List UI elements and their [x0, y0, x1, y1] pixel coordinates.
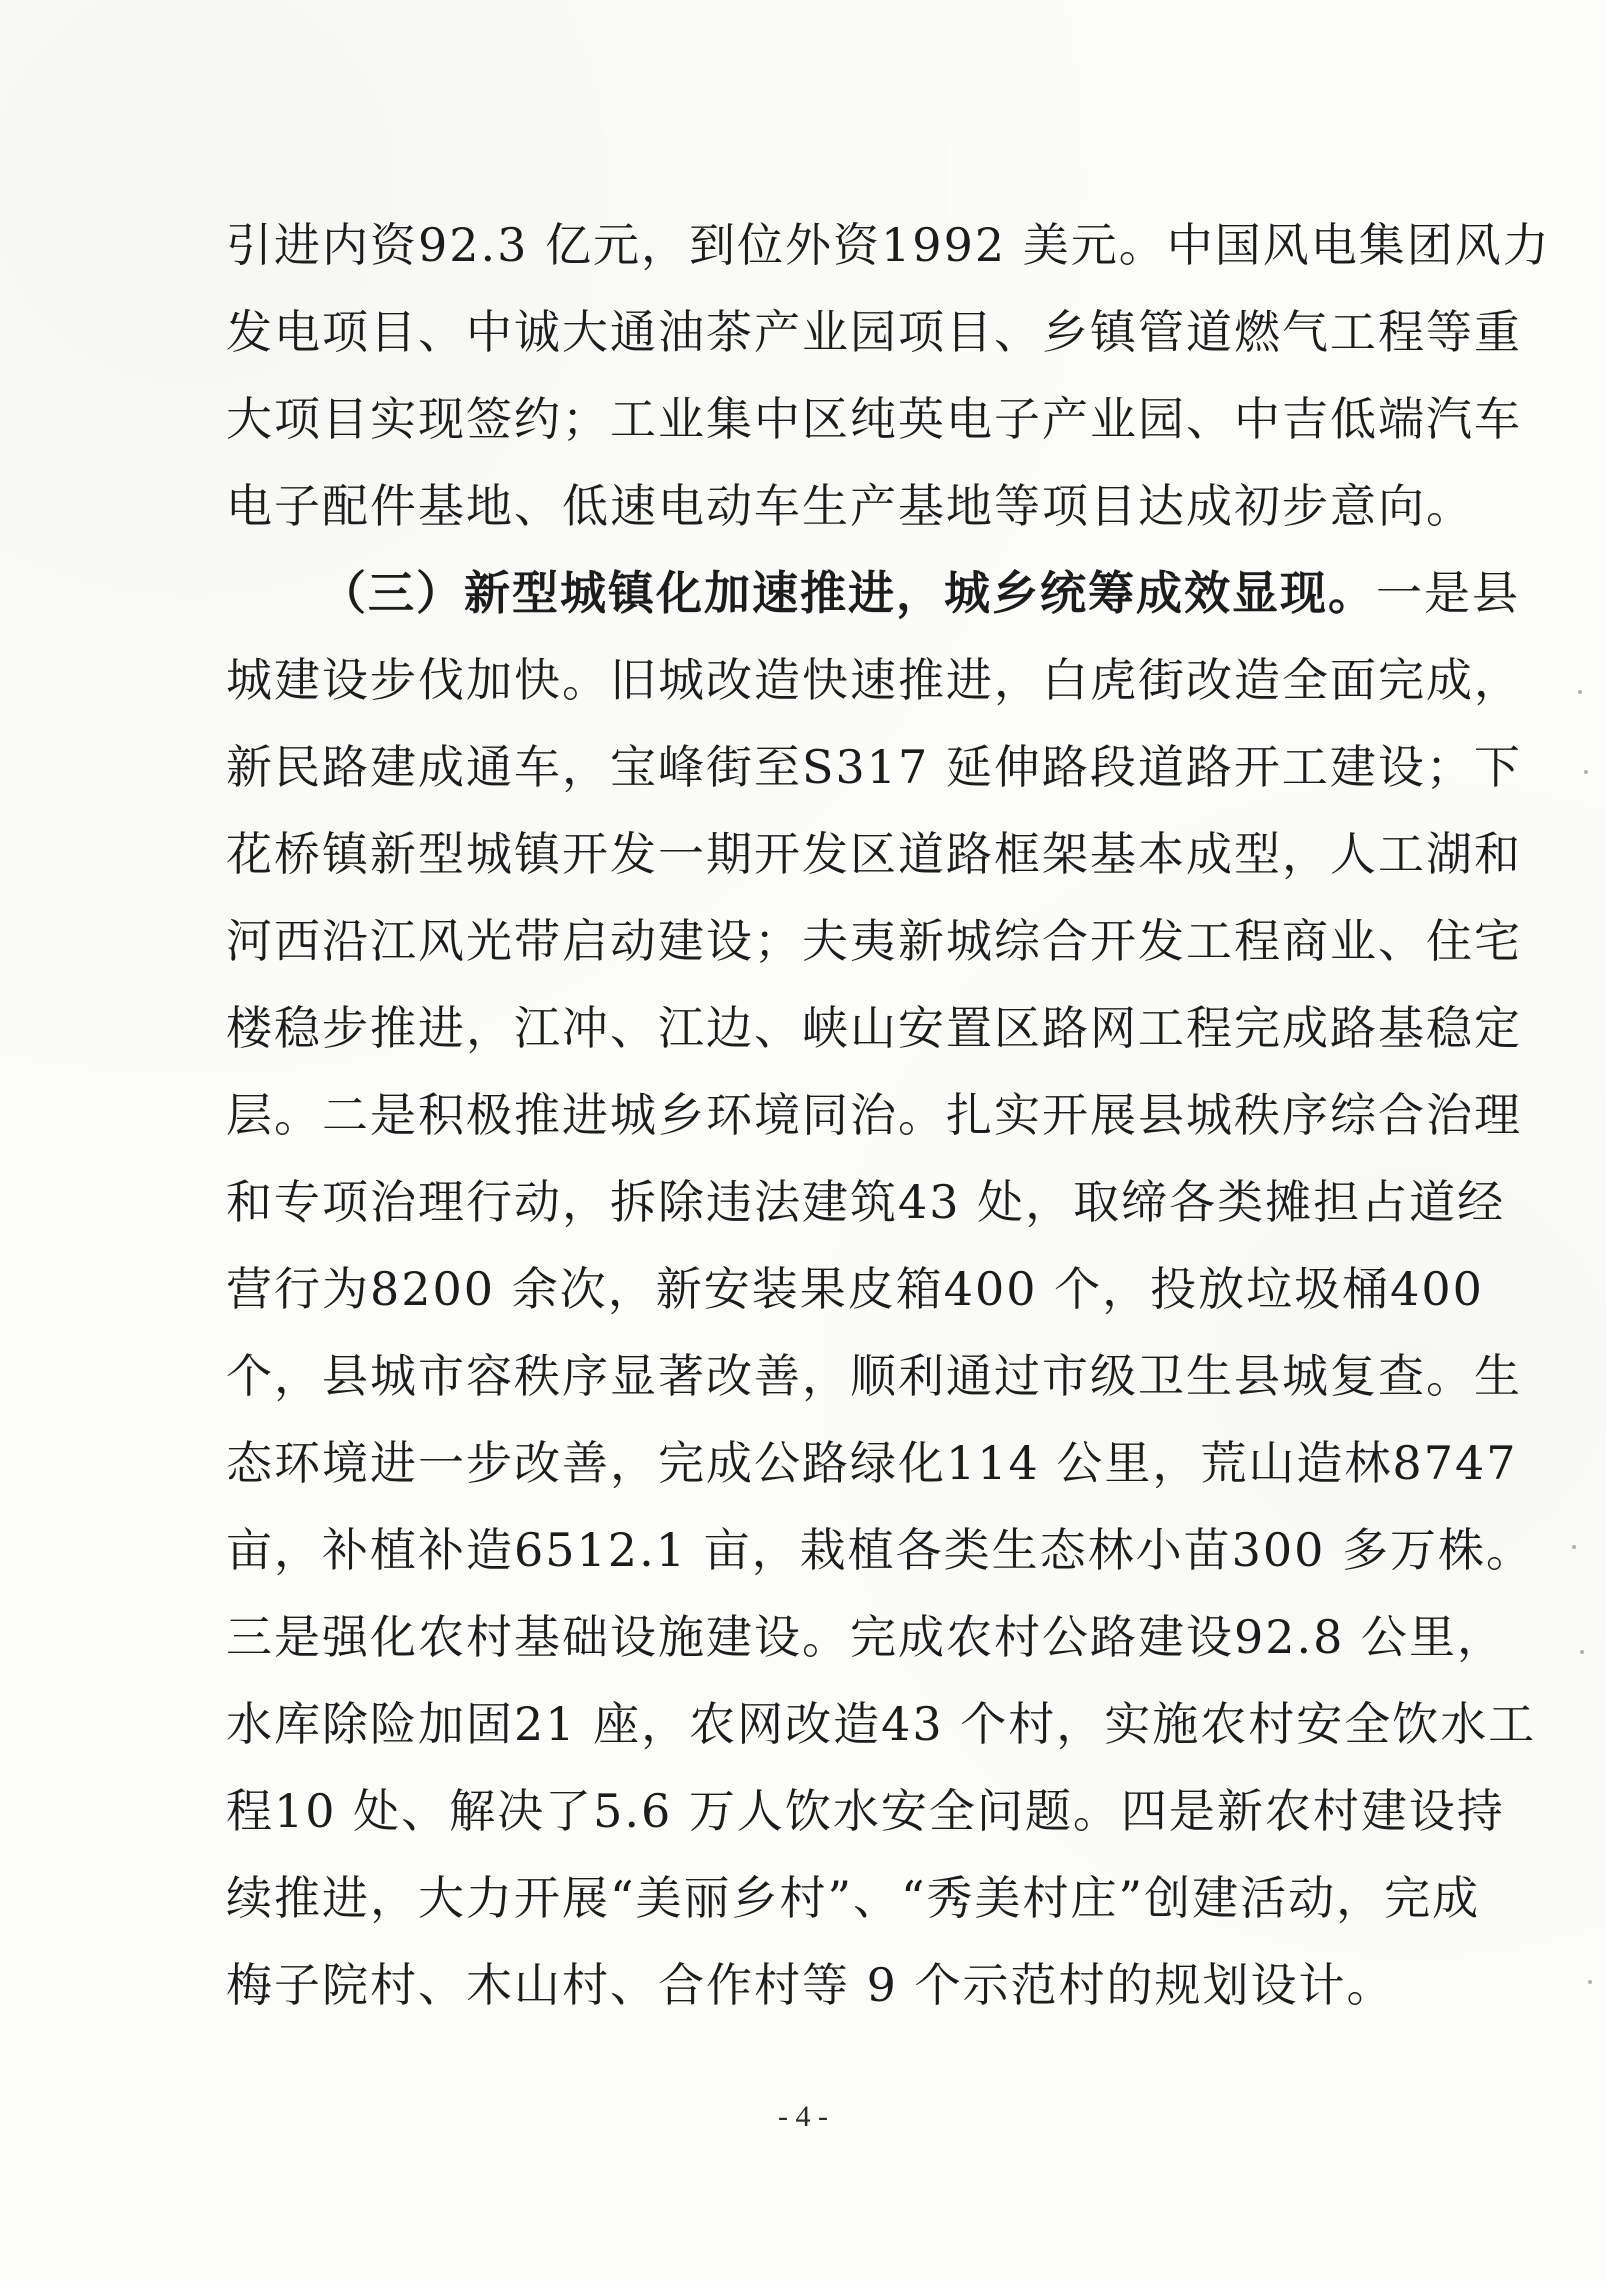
- body-line-10: 层。二是积极推进城乡环境同治。扎实开展县城秩序综合治理: [226, 1088, 1522, 1142]
- body-line-3: 大项目实现签约；工业集中区纯英电子产业园、中吉低端汽车: [226, 392, 1522, 446]
- body-line-5: 城建设步伐加快。旧城改造快速推进，白虎街改造全面完成，: [226, 653, 1522, 707]
- scan-speck: [1584, 770, 1588, 774]
- section-heading-line: [320, 563, 1520, 623]
- body-line-1: 引进内资92.3 亿元，到位外资1992 美元。中国风电集团风力: [226, 218, 1551, 272]
- body-line-18: 程10 处、解决了5.6 万人饮水安全问题。四是新农村建设持: [226, 1784, 1505, 1838]
- page-number: - 4 -: [778, 2100, 828, 2133]
- body-line-19: 续推进，大力开展“美丽乡村”、“秀美村庄”创建活动，完成: [226, 1871, 1481, 1925]
- body-line-11: 和专项治理行动，拆除违法建筑43 处，取缔各类摊担占道经: [226, 1175, 1506, 1229]
- body-line-9: 楼稳步推进，江冲、江边、峡山安置区路网工程完成路基稳定: [226, 1001, 1522, 1055]
- body-line-6: 新民路建成通车，宝峰街至S317 延伸路段道路开工建设；下: [226, 740, 1522, 794]
- body-line-17: 水库除险加固21 座，农网改造43 个村，实施农村安全饮水工: [226, 1697, 1537, 1751]
- body-line-14: 态环境进一步改善，完成公路绿化114 公里，荒山造林8747: [226, 1436, 1518, 1490]
- section-heading-continuation: 一是县: [1376, 566, 1520, 620]
- scan-speck: [1572, 1545, 1576, 1549]
- scan-speck: [1588, 1980, 1592, 1984]
- body-line-12: 营行为8200 余次，新安装果皮箱400 个，投放垃圾桶400: [226, 1262, 1484, 1316]
- section-heading: （三）新型城镇化加速推进，城乡统筹成效显现。: [320, 566, 1376, 620]
- body-line-16: 三是强化农村基础设施建设。完成农村公路建设92.8 公里，: [226, 1610, 1506, 1664]
- scan-speck: [1578, 690, 1582, 694]
- body-line-15: 亩，补植补造6512.1 亩，栽植各类生态林小苗300 多万株。: [226, 1523, 1534, 1577]
- body-line-7: 花桥镇新型城镇开发一期开发区道路框架基本成型，人工湖和: [226, 827, 1522, 881]
- body-line-2: 发电项目、中诚大通油茶产业园项目、乡镇管道燃气工程等重: [226, 305, 1522, 359]
- scan-speck: [1580, 1650, 1584, 1654]
- body-line-13: 个，县城市容秩序显著改善，顺利通过市级卫生县城复查。生: [226, 1349, 1522, 1403]
- body-line-4: 电子配件基地、低速电动车生产基地等项目达成初步意向。: [226, 479, 1474, 533]
- body-line-20: 梅子院村、木山村、合作村等 9 个示范村的规划设计。: [226, 1958, 1395, 2012]
- body-line-8: 河西沿江风光带启动建设；夫夷新城综合开发工程商业、住宅: [226, 914, 1522, 968]
